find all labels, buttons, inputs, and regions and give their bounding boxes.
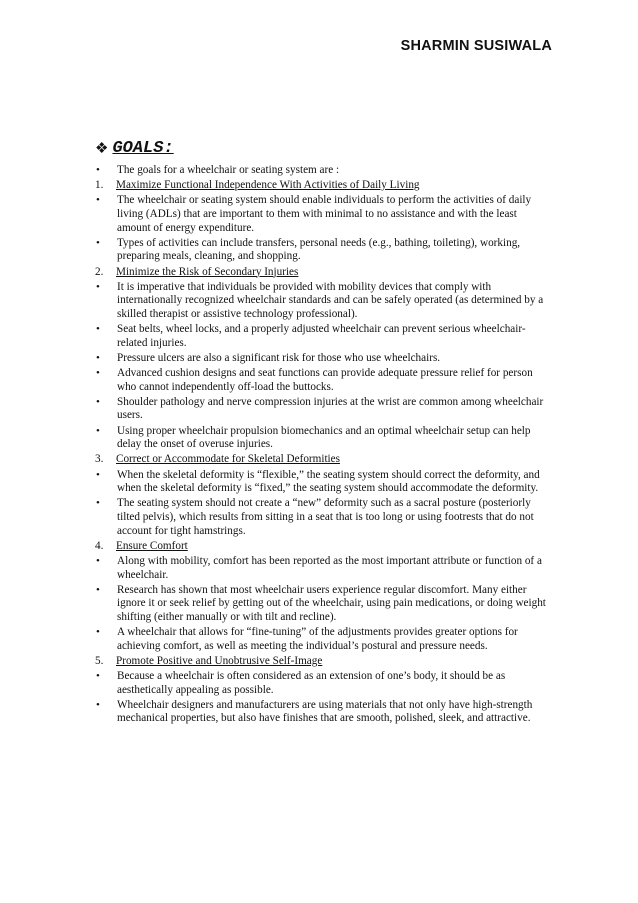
bullet-text: Research has shown that most wheelchair users experience regular discomfort. Many either ignore it or seek relief by getting out of the wheelchair, using pain medications, or doing weight shifting (either manually or with tilt and recline). bbox=[117, 583, 546, 623]
bullet-text: Types of activities can include transfers, personal needs (e.g., bathing, toileting), working, preparing meals, cleaning, and shopping. bbox=[117, 236, 521, 263]
goals-list bbox=[95, 164, 553, 728]
bullet-item bbox=[95, 699, 553, 726]
goals-title: GOALS: bbox=[112, 139, 174, 158]
bullet-icon: • bbox=[96, 468, 100, 481]
numbered-heading bbox=[95, 266, 553, 280]
diamond-bullet-icon: ❖ bbox=[95, 141, 109, 157]
bullet-icon: • bbox=[96, 280, 100, 293]
section-heading-text: Maximize Functional Independence With Activities of Daily Living bbox=[116, 179, 420, 192]
bullet-item bbox=[95, 626, 553, 653]
bullet-icon: • bbox=[96, 583, 100, 596]
bullet-text: Seat belts, wheel locks, and a properly adjusted wheelchair can prevent serious wheelchair-related injuries. bbox=[117, 323, 526, 349]
bullet-text: The wheelchair or seating system should enable individuals to perform the activities of daily living (ADLs) that are important to them with minimal to no assistance and with the least amount of energy expenditure. bbox=[117, 194, 532, 234]
numbered-heading bbox=[95, 179, 553, 193]
bullet-text: Advanced cushion designs and seat functions can provide adequate pressure relief for person who cannot independently off-load the buttocks. bbox=[117, 367, 533, 393]
bullet-text: Shoulder pathology and nerve compression injuries at the wrist are common among wheelchair users. bbox=[117, 395, 544, 422]
bullet-text: It is imperative that individuals be provided with mobility devices that comply with internationally recognized wheelchair standards and can be safely operated (as determined by a skilled therapist or assistive technology professional). bbox=[117, 280, 544, 320]
bullet-icon: • bbox=[96, 395, 100, 408]
bullet-item bbox=[95, 352, 553, 366]
bullet-icon: • bbox=[96, 367, 100, 380]
bullet-text: Using proper wheelchair propulsion biomechanics and an optimal wheelchair setup can help delay the onset of overuse injuries. bbox=[117, 424, 531, 451]
numbered-heading bbox=[95, 453, 553, 467]
list-number: 4. bbox=[95, 539, 104, 552]
bullet-item bbox=[95, 670, 553, 697]
bullet-item bbox=[95, 469, 553, 496]
bullet-text: Because a wheelchair is often considered as an extension of one’s body, it should be as aesthetically appealing as possible. bbox=[117, 670, 506, 696]
bullet-icon: • bbox=[96, 194, 100, 207]
bullet-item bbox=[95, 425, 553, 452]
numbered-heading bbox=[95, 540, 553, 554]
bullet-text: A wheelchair that allows for “fine-tuning” of the adjustments provides greater options for achieving comfort, as well as meeting the individual’s postural and pressure needs. bbox=[117, 626, 518, 652]
bullet-item bbox=[95, 323, 553, 350]
bullet-icon: • bbox=[96, 164, 100, 176]
bullet-text: Pressure ulcers are also a significant risk for those who use wheelchairs. bbox=[117, 351, 441, 364]
goals-heading bbox=[95, 139, 174, 159]
bullet-item bbox=[95, 367, 553, 394]
section-heading-text: Minimize the Risk of Secondary Injuries bbox=[116, 265, 299, 278]
bullet-icon: • bbox=[96, 236, 100, 249]
bullet-icon: • bbox=[96, 497, 100, 510]
bullet-item bbox=[95, 396, 553, 423]
bullet-text: Along with mobility, comfort has been reported as the most important attribute or function of a wheelchair. bbox=[117, 554, 542, 581]
bullet-text: Wheelchair designers and manufacturers are using materials that not only have high-strength mechanical properties, but also have finishes that are smooth, polished, sleek, and attractive. bbox=[117, 698, 533, 725]
bullet-icon: • bbox=[96, 670, 100, 683]
bullet-item bbox=[95, 194, 553, 235]
section-heading-text: Promote Positive and Unobtrusive Self-Image bbox=[116, 654, 323, 667]
bullet-item bbox=[95, 237, 553, 264]
bullet-item bbox=[95, 497, 553, 538]
bullet-item bbox=[95, 555, 553, 582]
bullet-icon: • bbox=[96, 323, 100, 336]
bullet-text: The seating system should not create a “new” deformity such as a sacral posture (posteriorly tilted pelvis), which results from sitting in a seat that is too long or using footrests that do not account for tight hamstrings. bbox=[117, 497, 534, 537]
list-number: 2. bbox=[95, 265, 104, 278]
section-heading-text: Ensure Comfort bbox=[116, 539, 188, 552]
bullet-item bbox=[95, 164, 553, 178]
bullet-item bbox=[95, 281, 553, 322]
list-number: 3. bbox=[95, 453, 104, 466]
bullet-icon: • bbox=[96, 626, 100, 639]
bullet-icon: • bbox=[96, 424, 100, 437]
author-header: SHARMIN SUSIWALA bbox=[400, 38, 552, 54]
bullet-text: When the skeletal deformity is “flexible,” the seating system should correct the deformity, and when the skeletal deformity is “fixed,” the seating system should accommodate the deformity. bbox=[117, 468, 540, 495]
numbered-heading bbox=[95, 655, 553, 669]
list-number: 5. bbox=[95, 654, 104, 667]
bullet-item bbox=[95, 584, 553, 625]
list-number: 1. bbox=[95, 179, 104, 192]
section-heading-text: Correct or Accommodate for Skeletal Deformities bbox=[116, 453, 340, 466]
bullet-text: The goals for a wheelchair or seating system are : bbox=[117, 164, 340, 176]
bullet-icon: • bbox=[96, 554, 100, 567]
bullet-icon: • bbox=[96, 351, 100, 364]
bullet-icon: • bbox=[96, 698, 100, 711]
